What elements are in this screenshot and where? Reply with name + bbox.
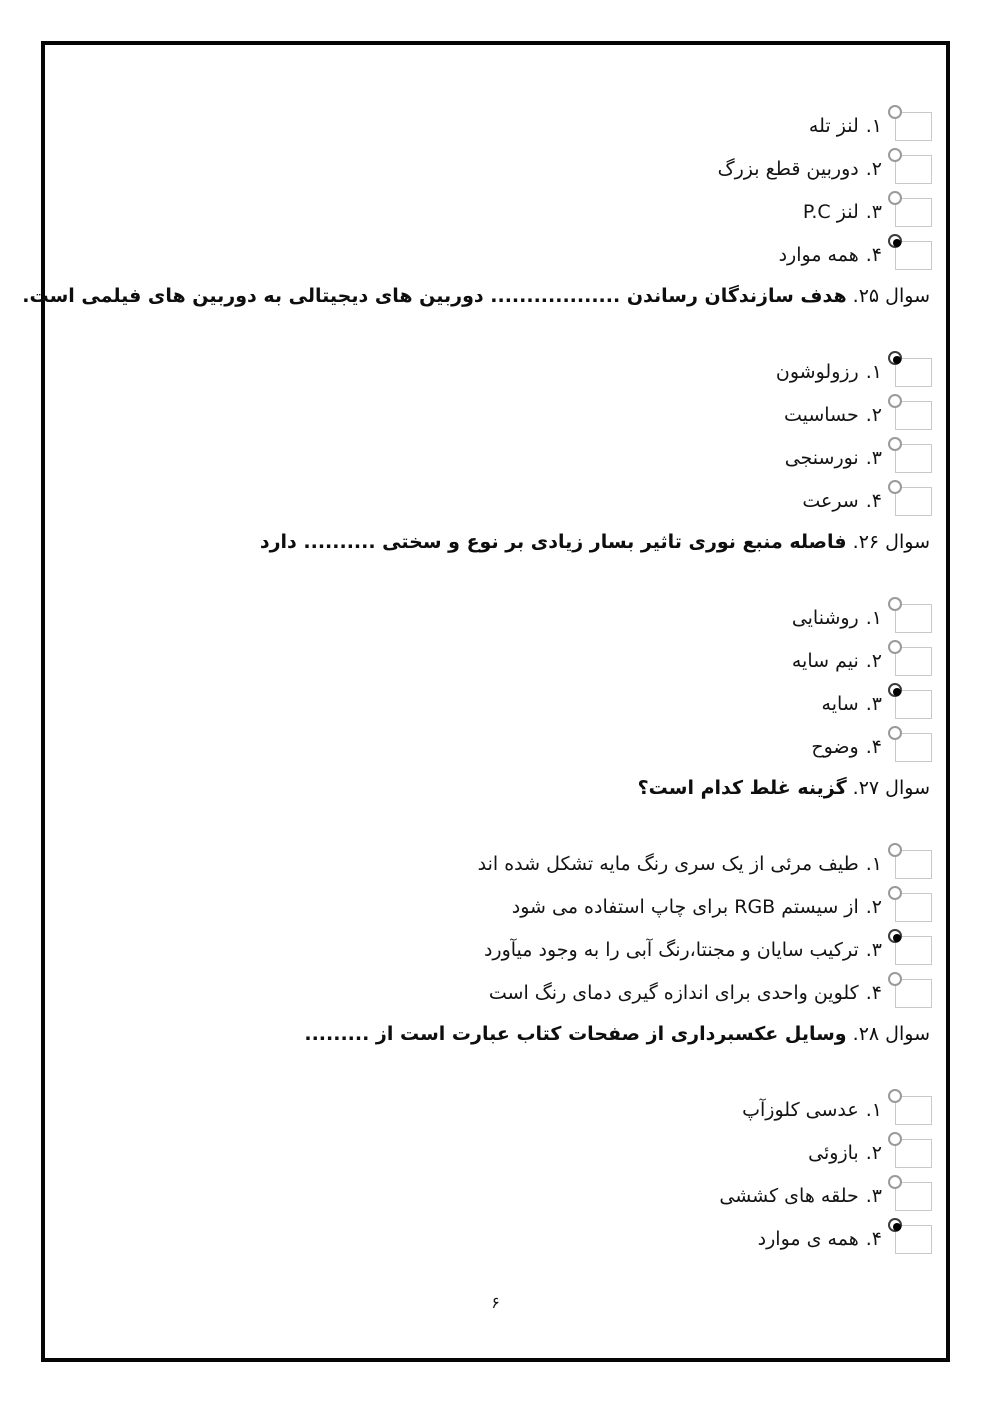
option-number: ۳. xyxy=(865,939,882,961)
option-label: سایه xyxy=(821,693,859,715)
option-label: نیم سایه xyxy=(791,650,859,672)
radio-icon xyxy=(888,394,902,408)
option-row-24-3[interactable] xyxy=(59,197,932,227)
radio-button[interactable] xyxy=(895,198,932,227)
question-number: سوال ۲۸. xyxy=(852,1023,930,1045)
question-25-text xyxy=(22,283,930,309)
option-number: ۴. xyxy=(865,1228,882,1250)
option-number: ۴. xyxy=(865,490,882,512)
option-number: ۳. xyxy=(865,693,882,715)
radio-button[interactable] xyxy=(895,155,932,184)
option-label: وضوح xyxy=(811,736,859,758)
radio-icon xyxy=(888,597,902,611)
question-25-options xyxy=(59,357,932,516)
radio-icon xyxy=(888,886,902,900)
option-label: حساسیت xyxy=(783,404,859,426)
option-number: ۲. xyxy=(865,404,882,426)
radio-icon xyxy=(888,1218,902,1232)
option-label: طیف مرئی از یک سری رنگ مایه تشکل شده اند xyxy=(477,853,859,875)
radio-button[interactable] xyxy=(895,241,932,270)
option-label: همه موارد xyxy=(778,244,859,266)
option-row-27-3[interactable] xyxy=(59,935,932,965)
option-label: رزولوشون xyxy=(775,361,859,383)
radio-button[interactable] xyxy=(895,358,932,387)
option-label: عدسی کلوزآپ xyxy=(742,1099,859,1121)
question-body: گزینه غلط کدام است؟ xyxy=(637,777,847,799)
option-row-28-2[interactable] xyxy=(59,1138,932,1168)
option-number: ۲. xyxy=(865,896,882,918)
question-24-options xyxy=(59,111,932,270)
radio-icon xyxy=(888,148,902,162)
radio-icon xyxy=(888,929,902,943)
option-row-25-3[interactable] xyxy=(59,443,932,473)
option-number: ۳. xyxy=(865,447,882,469)
question-body: وسایل عکسبرداری از صفحات کتاب عبارت است از ......... xyxy=(304,1023,847,1045)
option-number: ۳. xyxy=(865,1185,882,1207)
radio-button[interactable] xyxy=(895,979,932,1008)
option-label: لنز P.C xyxy=(802,201,859,223)
radio-button[interactable] xyxy=(895,1225,932,1254)
question-body: هدف سازندگان رساندن .................. دوربین های دیجیتالی به دوربین های فیلمی است. xyxy=(22,285,847,307)
question-26-text xyxy=(59,529,930,555)
question-27-options xyxy=(59,849,932,1008)
radio-button[interactable] xyxy=(895,487,932,516)
radio-icon xyxy=(888,234,902,248)
question-28-options xyxy=(59,1095,932,1254)
radio-button[interactable] xyxy=(895,850,932,879)
option-row-25-2[interactable] xyxy=(59,400,932,430)
question-number: سوال ۲۶. xyxy=(852,531,930,553)
option-row-27-4[interactable] xyxy=(59,978,932,1008)
option-label: ترکیب سایان و مجنتا،رنگ آبی را به وجود میآورد xyxy=(483,939,859,961)
option-number: ۳. xyxy=(865,201,882,223)
option-row-26-3[interactable] xyxy=(59,689,932,719)
radio-icon xyxy=(888,1089,902,1103)
option-label: روشنایی xyxy=(791,607,859,629)
radio-icon xyxy=(888,191,902,205)
radio-icon xyxy=(888,683,902,697)
radio-icon xyxy=(888,972,902,986)
question-27-text xyxy=(59,775,930,801)
option-number: ۱. xyxy=(865,1099,882,1121)
page-border-frame xyxy=(22,41,950,1362)
question-26-options xyxy=(59,603,932,762)
option-number: ۱. xyxy=(865,607,882,629)
option-number: ۲. xyxy=(865,158,882,180)
radio-button[interactable] xyxy=(895,1096,932,1125)
radio-button[interactable] xyxy=(895,112,932,141)
radio-icon xyxy=(888,640,902,654)
option-number: ۱. xyxy=(865,361,882,383)
option-row-26-4[interactable] xyxy=(59,732,932,762)
option-label: کلوین واحدی برای اندازه گیری دمای رنگ است xyxy=(488,982,859,1004)
radio-icon xyxy=(888,105,902,119)
option-label: همه ی موارد xyxy=(757,1228,859,1250)
page-number: ۶ xyxy=(491,1293,500,1312)
radio-button[interactable] xyxy=(895,936,932,965)
option-label: لنز تله xyxy=(808,115,859,137)
radio-button[interactable] xyxy=(895,1139,932,1168)
option-label: دوربین قطع بزرگ xyxy=(717,158,859,180)
radio-button[interactable] xyxy=(895,647,932,676)
option-row-28-1[interactable] xyxy=(59,1095,932,1125)
option-row-25-1[interactable] xyxy=(59,357,932,387)
option-row-27-1[interactable] xyxy=(59,849,932,879)
radio-icon xyxy=(888,437,902,451)
option-label: بازوئی xyxy=(808,1142,859,1164)
radio-icon xyxy=(888,480,902,494)
question-28-text xyxy=(59,1021,930,1047)
radio-button[interactable] xyxy=(895,444,932,473)
option-label: سرعت xyxy=(802,490,859,512)
option-row-28-4[interactable] xyxy=(59,1224,932,1254)
option-number: ۲. xyxy=(865,1142,882,1164)
radio-icon xyxy=(888,843,902,857)
radio-icon xyxy=(888,726,902,740)
radio-button[interactable] xyxy=(895,733,932,762)
radio-button[interactable] xyxy=(895,690,932,719)
question-number: سوال ۲۷. xyxy=(852,777,930,799)
question-number: سوال ۲۵. xyxy=(852,285,930,307)
radio-button[interactable] xyxy=(895,604,932,633)
option-number: ۲. xyxy=(865,650,882,672)
option-row-26-2[interactable] xyxy=(59,646,932,676)
radio-icon xyxy=(888,1175,902,1189)
option-row-25-4[interactable] xyxy=(59,486,932,516)
question-body: فاصله منبع نوری تاثیر بسار زیادی بر نوع و سختی .......... دارد xyxy=(259,531,847,553)
option-number: ۴. xyxy=(865,736,882,758)
option-row-24-4[interactable] xyxy=(59,240,932,270)
radio-button[interactable] xyxy=(895,893,932,922)
option-row-27-2[interactable] xyxy=(59,892,932,922)
radio-button[interactable] xyxy=(895,401,932,430)
option-label: از سیستم RGB برای چاپ استفاده می شود xyxy=(511,896,859,918)
option-row-24-1[interactable] xyxy=(59,111,932,141)
option-number: ۱. xyxy=(865,853,882,875)
option-number: ۱. xyxy=(865,115,882,137)
radio-icon xyxy=(888,351,902,365)
option-label: نورسنجی xyxy=(784,447,859,469)
option-label: حلقه های کششی xyxy=(719,1185,859,1207)
option-row-24-2[interactable] xyxy=(59,154,932,184)
option-number: ۴. xyxy=(865,982,882,1004)
radio-icon xyxy=(888,1132,902,1146)
option-number: ۴. xyxy=(865,244,882,266)
option-row-26-1[interactable] xyxy=(59,603,932,633)
radio-button[interactable] xyxy=(895,1182,932,1211)
option-row-28-3[interactable] xyxy=(59,1181,932,1211)
